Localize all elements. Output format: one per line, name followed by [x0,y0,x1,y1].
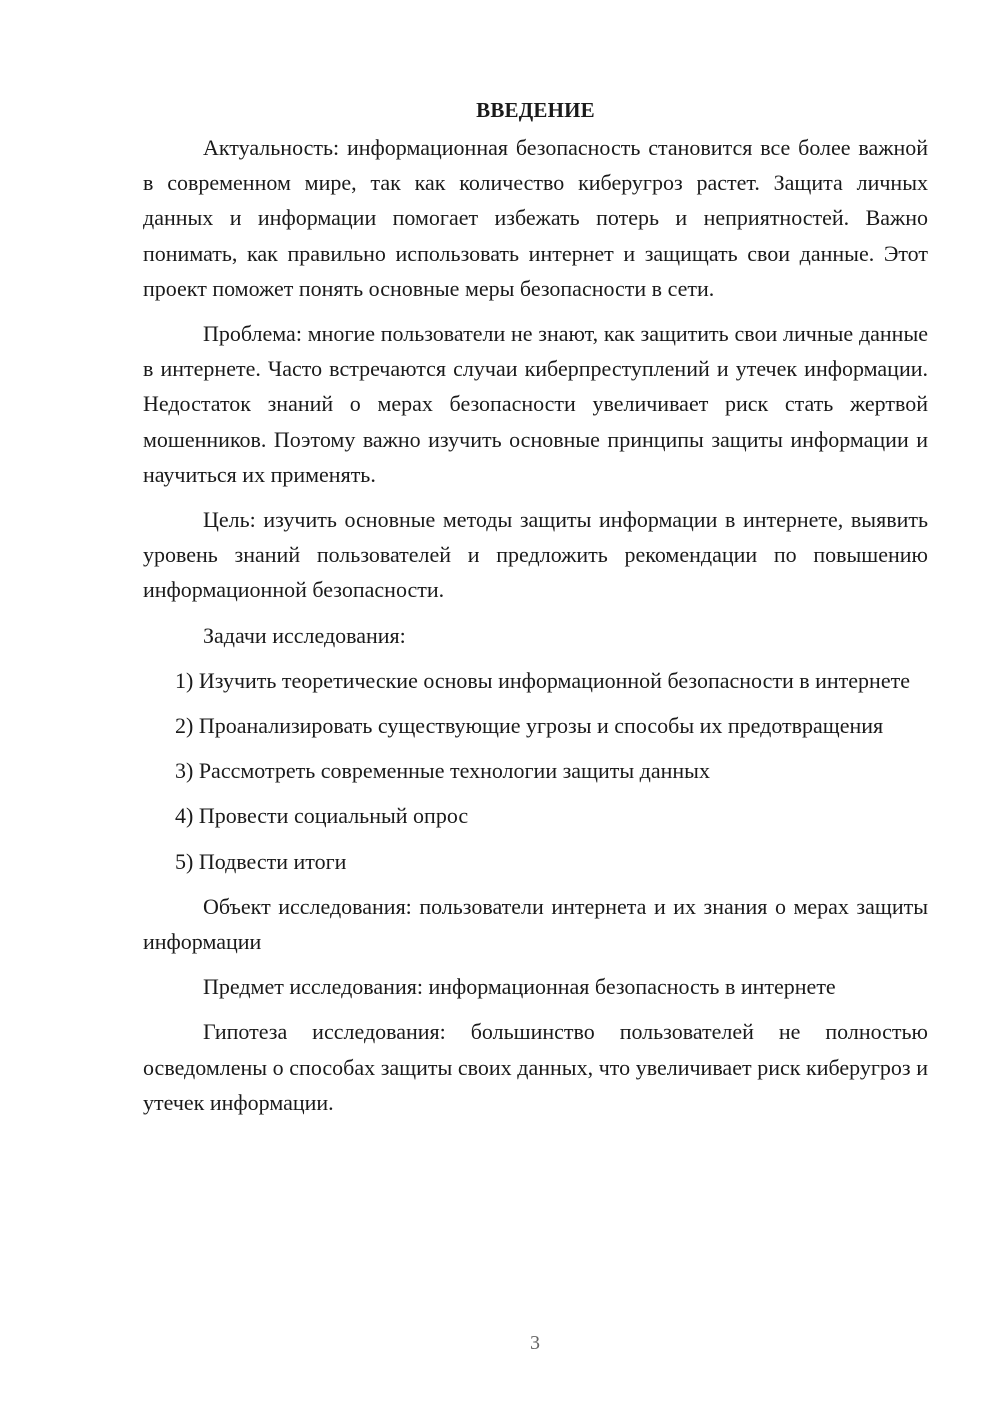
paragraph-relevance: Актуальность: информационная безопасность становится все более важной в современном мире, так как количество киберугроз растет. Защита личных данных и информации помогает избежать потерь и неприятностей. Важно понимать, как правильно использовать интернет и защищать свои данные. Этот проект поможет понять основные меры безопасности в сети. [143,135,928,301]
task-item-1: 1) Изучить теоретические основы информационной безопасности в интернете [175,667,910,693]
document-page [143,90,928,1130]
page-title: ВВЕДЕНИЕ [476,98,595,122]
paragraph-hypothesis: Гипотеза исследования: большинство пользователей не полностью осведомлены о способах защиты своих данных, что увеличивает риск киберугроз и утечек информации. [143,1019,928,1115]
task-item-4: 4) Провести социальный опрос [175,803,469,829]
paragraph-subject: Предмет исследования: информационная безопасность в интернете [203,974,836,1000]
page-number: 3 [530,1332,540,1354]
task-item-5: 5) Подвести итоги [175,848,347,874]
paragraph-goal: Цель: изучить основные методы защиты информации в интернете, выявить уровень знаний пользователей и предложить рекомендации по повышению информационной безопасности. [143,507,928,603]
tasks-heading: Задачи исследования: [203,622,406,648]
paragraph-problem: Проблема: многие пользователи не знают, как защитить свои личные данные в интернете. Часто встречаются случаи киберпреступлений и утечек информации. Недостаток знаний о мерах безопасности увеличивает риск стать жертвой мошенников. Поэтому важно изучить основные принципы защиты информации и научиться их применять. [143,321,928,487]
task-item-2: 2) Проанализировать существующие угрозы и способы их предотвращения [175,713,884,739]
task-item-3: 3) Рассмотреть современные технологии защиты данных [175,758,710,784]
paragraph-object: Объект исследования: пользователи интернета и их знания о мерах защиты информации [143,893,928,955]
